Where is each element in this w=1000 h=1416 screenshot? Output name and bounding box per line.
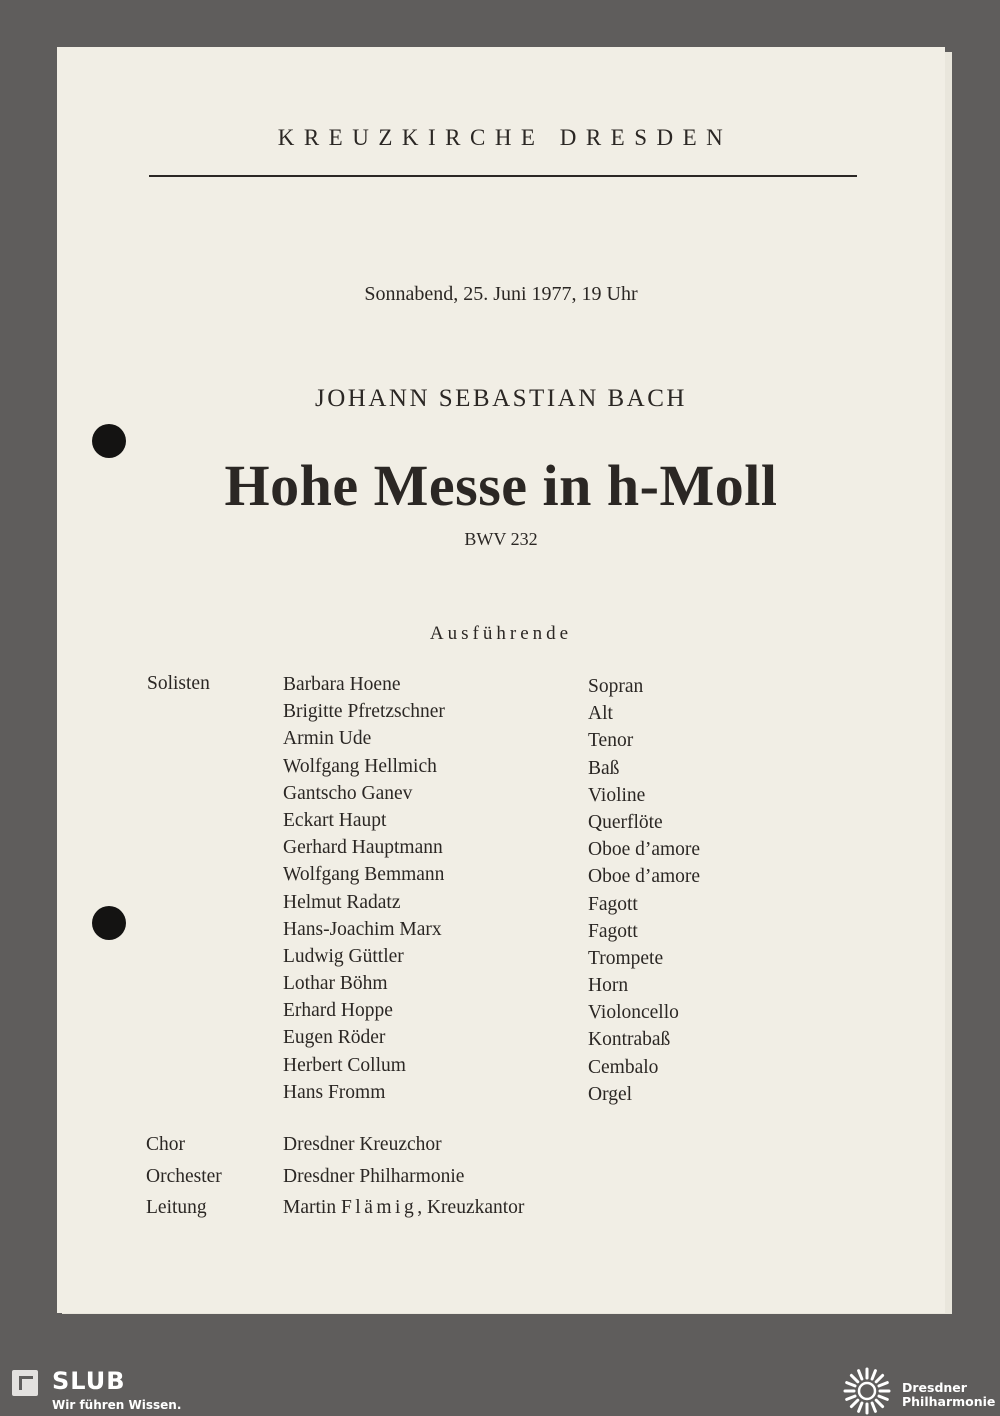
composer-name: JOHANN SEBASTIAN BACH — [315, 385, 687, 412]
program-sheet — [57, 47, 945, 1313]
choir-row — [146, 1129, 524, 1161]
soloist-name: Barbara Hoene — [283, 674, 401, 695]
soloist-roles — [588, 673, 700, 1108]
slub-icon — [12, 1370, 38, 1396]
soloist-role: Horn — [588, 975, 629, 997]
concert-date: Sonnabend, 25. Juni 1977, 19 Uhr — [364, 283, 638, 305]
soloist-name: Hans Fromm — [283, 1081, 386, 1103]
soloist-name: Eugen Röder — [283, 1027, 386, 1049]
soloist-role: Kontrabaß — [588, 1029, 671, 1051]
conductor-title: , Kreuzkantor — [417, 1197, 525, 1218]
conductor-row — [146, 1192, 524, 1224]
partner-name-line2: Philharmonie — [902, 1394, 996, 1409]
soloist-role: Orgel — [588, 1083, 633, 1105]
soloist-name: Brigitte Pfretzschner — [283, 701, 445, 723]
soloist-role: Sopran — [588, 676, 644, 697]
conductor-label: Leitung — [146, 1197, 207, 1218]
soloist-name: Hans-Joachim Marx — [283, 918, 442, 940]
soloist-name: Wolfgang Hellmich — [283, 755, 437, 777]
soloist-role: Oboe d’amore — [588, 866, 701, 888]
soloist-name: Gantscho Ganev — [283, 782, 413, 804]
soloist-role: Tenor — [588, 730, 634, 752]
soloist-name: Lothar Böhm — [283, 973, 388, 995]
soloist-role: Trompete — [588, 947, 664, 969]
punch-hole-bottom — [92, 906, 126, 940]
header-divider — [149, 175, 857, 177]
partner-name-line1: Dresdner — [902, 1380, 967, 1395]
soloist-name: Erhard Hoppe — [283, 1000, 393, 1022]
soloist-names — [283, 671, 445, 1106]
soloist-role: Querflöte — [588, 811, 663, 833]
soloist-role: Violine — [588, 784, 646, 806]
soloist-role: Oboe d’amore — [588, 839, 701, 861]
choir-name: Dresdner Kreuzchor — [283, 1134, 442, 1155]
soloist-role: Violoncello — [588, 1002, 679, 1024]
catalog-number: BWV 232 — [464, 529, 538, 549]
soloist-role: Cembalo — [588, 1056, 659, 1078]
soloists-label: Solisten — [147, 673, 210, 694]
orchestra-label: Orchester — [146, 1165, 222, 1187]
performers-heading: Ausführende — [429, 623, 573, 644]
ensemble-list — [146, 1129, 524, 1224]
conductor-surname: Flämig — [340, 1197, 418, 1218]
work-title: Hohe Messe in h-Moll — [224, 453, 778, 518]
soloist-role: Baß — [588, 757, 620, 779]
soloist-name: Ludwig Güttler — [283, 945, 404, 967]
conductor-first-name: Martin — [283, 1197, 337, 1218]
orchestra-row — [146, 1161, 524, 1193]
library-name: SLUB — [52, 1367, 126, 1395]
soloist-name: Helmut Radatz — [283, 891, 401, 913]
soloist-role: Alt — [588, 703, 613, 725]
library-tagline: Wir führen Wissen. — [52, 1398, 182, 1412]
sunburst-icon — [842, 1366, 892, 1416]
soloist-role: Fagott — [588, 920, 638, 942]
choir-label: Chor — [146, 1134, 185, 1155]
soloist-name: Eckart Haupt — [283, 809, 387, 831]
soloist-name: Armin Ude — [283, 728, 372, 750]
venue-title: KREUZKIRCHE DRESDEN — [277, 125, 733, 150]
soloist-name: Gerhard Hauptmann — [283, 837, 443, 859]
soloist-role: Fagott — [588, 893, 638, 915]
soloist-name: Herbert Collum — [283, 1054, 406, 1076]
orchestra-name: Dresdner Philharmonie — [283, 1165, 465, 1187]
soloist-name: Wolfgang Bemmann — [283, 864, 445, 886]
